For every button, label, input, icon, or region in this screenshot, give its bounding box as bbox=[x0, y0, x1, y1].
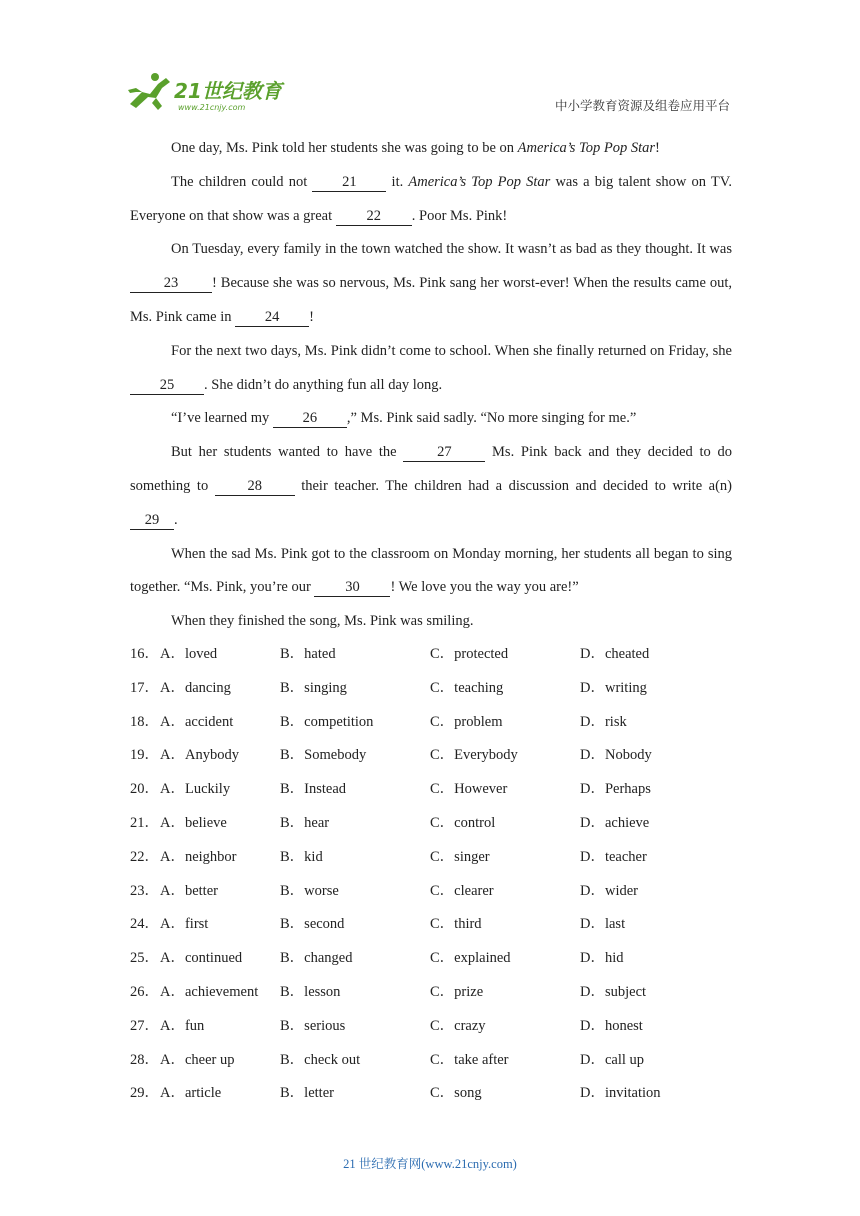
passage-paragraph bbox=[130, 436, 732, 537]
passage-paragraph bbox=[130, 166, 732, 234]
option-c[interactable]: C．prize bbox=[430, 983, 484, 1000]
option-a[interactable]: A．dancing bbox=[160, 679, 231, 696]
text: ! Because she was so nervous, Ms. Pink sang her worst-ever! When the results came out, Ms. Pink came in bbox=[130, 275, 732, 325]
option-b[interactable]: B．worse bbox=[280, 882, 339, 899]
option-d[interactable]: D．wider bbox=[580, 882, 638, 899]
blank-26: 26 bbox=[273, 410, 347, 428]
question-row bbox=[130, 976, 750, 1010]
option-c[interactable]: C．Everybody bbox=[430, 747, 518, 764]
text: On Tuesday, every family in the town watched the show. It wasn’t as bad as they thought. It was bbox=[171, 241, 732, 258]
question-row bbox=[130, 1044, 750, 1078]
option-b[interactable]: B．lesson bbox=[280, 983, 341, 1000]
option-d[interactable]: D．Nobody bbox=[580, 747, 652, 764]
option-b[interactable]: B．hear bbox=[280, 814, 330, 831]
text: But her students wanted to have the bbox=[171, 444, 404, 461]
blank-24: 24 bbox=[235, 309, 309, 327]
question-number: 29． bbox=[130, 1085, 159, 1102]
option-a[interactable]: A．Anybody bbox=[160, 747, 239, 764]
blank-21: 21 bbox=[312, 174, 386, 192]
runner-logo-icon bbox=[122, 70, 292, 114]
option-b[interactable]: B．singing bbox=[280, 679, 347, 696]
text: . She didn’t do anything fun all day long. bbox=[204, 376, 443, 393]
option-b[interactable]: B．competition bbox=[280, 713, 374, 730]
question-number: 22． bbox=[130, 848, 159, 865]
blank-28: 28 bbox=[215, 478, 295, 496]
option-b[interactable]: B．hated bbox=[280, 646, 336, 662]
option-b[interactable]: B．check out bbox=[280, 1051, 361, 1068]
question-number: 20． bbox=[130, 781, 159, 798]
option-d[interactable]: D．hid bbox=[580, 950, 624, 967]
question-number: 28． bbox=[130, 1051, 159, 1068]
question-row bbox=[130, 672, 750, 706]
text: ! We love you the way you are!” bbox=[390, 579, 579, 596]
option-c[interactable]: C．protected bbox=[430, 646, 509, 662]
question-row bbox=[130, 841, 750, 875]
question-number: 26． bbox=[130, 983, 159, 1000]
question-number: 17． bbox=[130, 679, 159, 696]
option-c[interactable]: C．song bbox=[430, 1085, 482, 1102]
header-platform-name: 中小学教育资源及组卷应用平台 bbox=[554, 98, 730, 113]
passage-paragraph bbox=[130, 605, 732, 639]
page-header bbox=[0, 0, 860, 120]
option-b[interactable]: B．changed bbox=[280, 950, 353, 967]
site-logo[interactable] bbox=[122, 70, 292, 114]
blank-22: 22 bbox=[336, 208, 412, 226]
option-c[interactable]: C．problem bbox=[430, 713, 503, 730]
option-c[interactable]: C．singer bbox=[430, 848, 490, 865]
option-d[interactable]: D．risk bbox=[580, 713, 627, 730]
option-b[interactable]: B．letter bbox=[280, 1085, 334, 1102]
text: ,” Ms. Pink said sadly. “No more singing for me.” bbox=[346, 410, 637, 427]
option-c[interactable]: C．teaching bbox=[430, 679, 504, 696]
question-number: 27． bbox=[130, 1017, 159, 1034]
question-row bbox=[130, 908, 750, 942]
question-row bbox=[130, 1010, 750, 1044]
question-row bbox=[130, 773, 750, 807]
question-number: 23． bbox=[130, 882, 159, 899]
logo-text: 21世纪教育 bbox=[174, 79, 282, 103]
option-b[interactable]: B．Somebody bbox=[280, 747, 367, 764]
blank-25: 25 bbox=[130, 377, 204, 395]
option-d[interactable]: D．writing bbox=[580, 679, 647, 696]
text: When the sad Ms. Pink got to the classroom on Monday morning, her students all began to sing together. “Ms. Pink, you’re our bbox=[130, 545, 732, 596]
question-number: 25． bbox=[130, 950, 159, 967]
option-d[interactable]: D．call up bbox=[580, 1051, 645, 1068]
option-a[interactable]: A．neighbor bbox=[160, 848, 237, 865]
option-a[interactable]: A．achievement bbox=[160, 983, 259, 1000]
blank-27: 27 bbox=[403, 444, 485, 462]
logo-subtext: www.21cnjy.com bbox=[178, 103, 246, 112]
text: The children could not bbox=[171, 173, 313, 190]
question-row bbox=[130, 1077, 750, 1111]
question-row bbox=[130, 638, 750, 672]
passage-paragraph bbox=[130, 233, 732, 334]
text: their teacher. The children had a discussion and decided to write a(n) bbox=[294, 477, 732, 494]
option-a[interactable]: A．article bbox=[160, 1085, 222, 1102]
option-d[interactable]: D．invitation bbox=[580, 1085, 661, 1102]
text: Ms. Pink back and they decided to do something to bbox=[130, 444, 733, 494]
option-a[interactable]: A．believe bbox=[160, 814, 227, 831]
text: For the next two days, Ms. Pink didn’t come to school. When she finally returned on Friday, she bbox=[171, 342, 732, 359]
page-footer[interactable]: 21 世纪教育网(www.21cnjy.com) bbox=[343, 1157, 517, 1171]
blank-30: 30 bbox=[314, 579, 390, 597]
option-a[interactable]: A．fun bbox=[160, 1017, 205, 1034]
option-c[interactable]: C．crazy bbox=[430, 1017, 486, 1034]
text: When they finished the song, Ms. Pink was smiling. bbox=[171, 613, 474, 630]
option-b[interactable]: B．serious bbox=[280, 1017, 346, 1034]
option-a[interactable]: A．continued bbox=[160, 950, 243, 967]
blank-29: 29 bbox=[130, 512, 174, 530]
passage-paragraph bbox=[130, 132, 732, 166]
text: . Poor Ms. Pink! bbox=[411, 207, 508, 224]
option-c[interactable]: C．take after bbox=[430, 1051, 509, 1068]
option-b[interactable]: B．Instead bbox=[280, 781, 347, 798]
option-d[interactable]: D．Perhaps bbox=[580, 781, 651, 798]
question-number: 18． bbox=[130, 713, 159, 730]
question-number: 19． bbox=[130, 747, 159, 764]
question-row bbox=[130, 807, 750, 841]
passage-paragraph bbox=[130, 538, 732, 606]
option-d[interactable]: D．subject bbox=[580, 983, 647, 1000]
option-a[interactable]: A．loved bbox=[160, 646, 218, 662]
text: it. bbox=[386, 173, 409, 190]
passage bbox=[130, 132, 732, 639]
passage-paragraph bbox=[130, 335, 732, 403]
question-row bbox=[130, 739, 750, 773]
text: ! bbox=[655, 140, 660, 156]
option-c[interactable]: C．explained bbox=[430, 950, 511, 967]
option-d[interactable]: D．teacher bbox=[580, 848, 647, 865]
blank-23: 23 bbox=[130, 275, 212, 293]
option-c[interactable]: C．However bbox=[430, 781, 508, 798]
text: One day, Ms. Pink told her students she was going to be on bbox=[171, 140, 518, 156]
option-d[interactable]: D．honest bbox=[580, 1017, 643, 1034]
option-b[interactable]: B．second bbox=[280, 916, 345, 933]
question-row bbox=[130, 942, 750, 976]
option-a[interactable]: A．better bbox=[160, 882, 218, 899]
option-a[interactable]: A．cheer up bbox=[160, 1051, 235, 1068]
option-d[interactable]: D．achieve bbox=[580, 814, 650, 831]
text: “I’ve learned my bbox=[171, 410, 273, 427]
option-a[interactable]: A．accident bbox=[160, 713, 234, 730]
option-d[interactable]: D．cheated bbox=[580, 646, 650, 662]
option-b[interactable]: B．kid bbox=[280, 848, 323, 865]
question-number: 21． bbox=[130, 814, 159, 831]
show-title: America’s Top Pop Star bbox=[408, 173, 551, 190]
passage-paragraph bbox=[130, 402, 732, 436]
question-options bbox=[130, 638, 750, 1111]
text: . bbox=[174, 511, 178, 528]
text: was a big talent show on TV. Everyone on that show was a great bbox=[130, 173, 732, 224]
option-d[interactable]: D．last bbox=[580, 916, 626, 933]
option-a[interactable]: A．first bbox=[160, 916, 209, 933]
question-number: 16． bbox=[130, 646, 159, 662]
option-c[interactable]: C．control bbox=[430, 814, 496, 831]
question-number: 24． bbox=[130, 916, 159, 933]
question-row bbox=[130, 875, 750, 909]
option-c[interactable]: C．third bbox=[430, 916, 482, 933]
question-row bbox=[130, 706, 750, 740]
text: ! bbox=[309, 308, 314, 325]
option-c[interactable]: C．clearer bbox=[430, 882, 494, 899]
option-a[interactable]: A．Luckily bbox=[160, 781, 231, 798]
show-title: America’s Top Pop Star bbox=[517, 140, 656, 156]
